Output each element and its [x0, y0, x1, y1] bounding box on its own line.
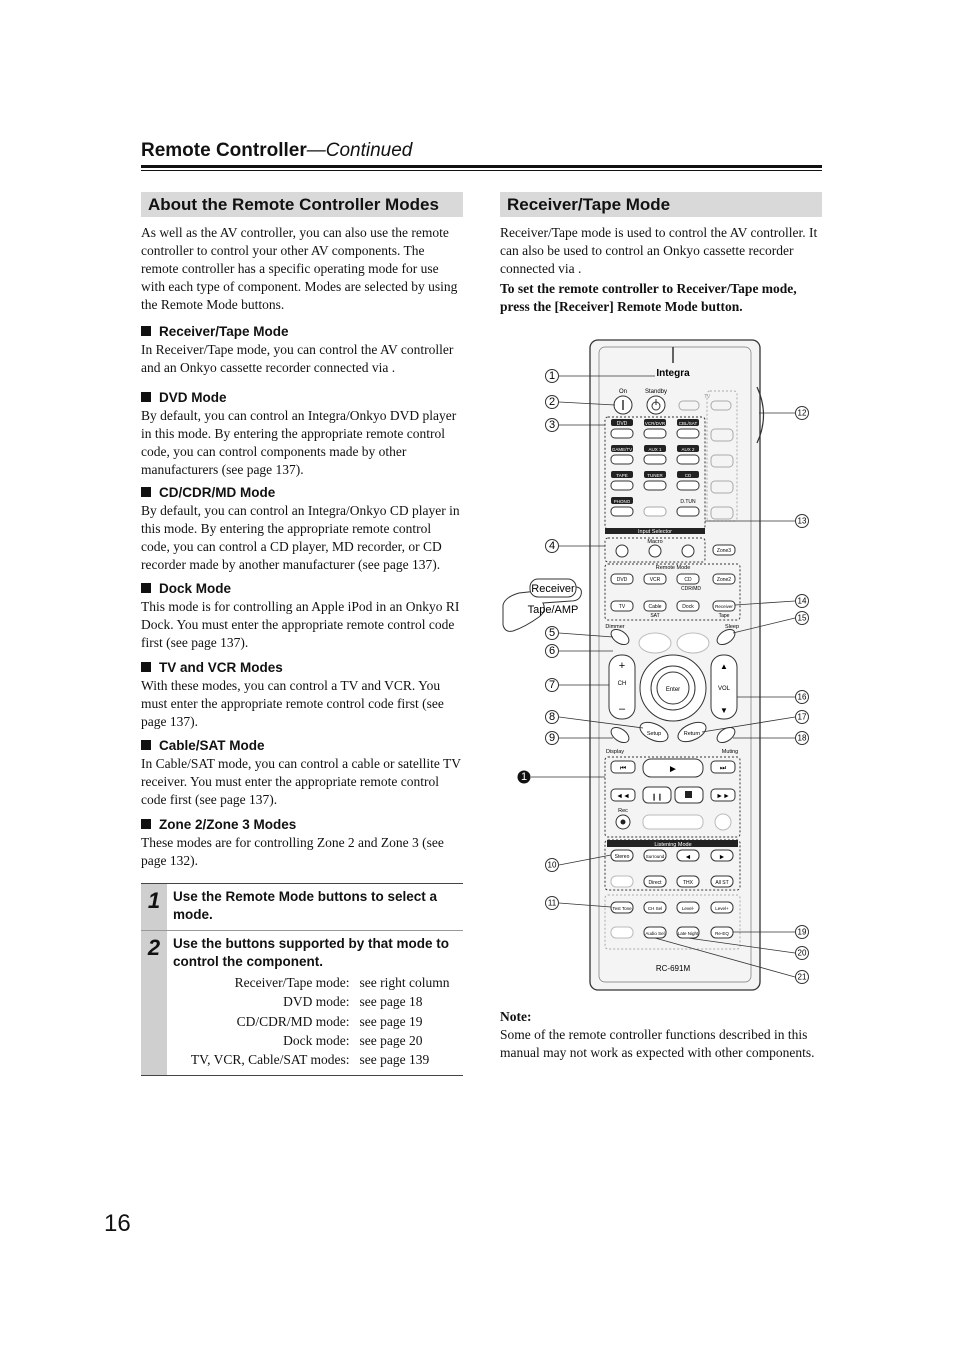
callout-1: 1	[548, 370, 556, 382]
mode-text: By default, you can control an Integra/Onkyo CD player in this mode. By entering the appropriate remote control code, you can control a CD player, MD recorder, or CD recorder made by another manufacturer (see page 137).	[141, 503, 460, 572]
page-number: 16	[104, 1210, 131, 1237]
svg-text:Cable: Cable	[648, 604, 662, 610]
svg-text:AUX 1: AUX 1	[648, 447, 662, 452]
table-row: Dock mode: see page 20	[283, 1032, 423, 1048]
mode-text: These modes are for controlling Zone 2 and Zone 3 (see page 132).	[141, 835, 444, 868]
mode-cd	[141, 484, 463, 580]
callout-20: 20	[797, 948, 807, 958]
macro-2-button[interactable]	[649, 545, 661, 557]
svg-text:▼: ▼	[720, 706, 728, 715]
re-eq-button[interactable]	[711, 927, 733, 938]
callout-black-1: 1	[520, 771, 528, 783]
remote-illustration	[495, 335, 825, 995]
svg-text:CH Sel: CH Sel	[647, 906, 663, 911]
allst-button[interactable]	[711, 876, 733, 887]
mode-list	[141, 323, 463, 870]
step-number: 2	[141, 931, 167, 1076]
input-selector-label: Input Selector	[638, 529, 672, 535]
note-text: Some of the remote controller functions described in this manual may not work as expected with other components.	[500, 1027, 815, 1060]
standby-label: Standby	[644, 389, 668, 395]
remote-model: RC-691M	[655, 964, 691, 973]
svg-text:DVD: DVD	[616, 577, 628, 583]
svg-text:Zone2: Zone2	[716, 577, 732, 583]
setup-label: Setup	[646, 731, 662, 737]
svg-text:◄: ◄	[684, 853, 692, 861]
svg-text:Direct: Direct	[648, 880, 662, 886]
mode-button-zone2[interactable]	[713, 574, 735, 584]
header-rule	[141, 165, 822, 168]
svg-text:Level+: Level+	[715, 906, 729, 911]
mode-button-dvd[interactable]	[611, 574, 633, 584]
mode-button-dock[interactable]	[677, 601, 699, 611]
callout-12: 12	[797, 408, 807, 418]
svg-text:THX: THX	[683, 880, 693, 886]
svg-text:Re-EQ: Re-EQ	[715, 931, 729, 936]
left-intro: As well as the AV controller, you can also use the remote controller to control your other AV components. The remote controller has a specific operating mode for use with each type of component. Modes are selected by using the Remote Mode buttons.	[141, 225, 458, 312]
callout-21: 21	[797, 972, 807, 982]
mode-dvd	[141, 389, 463, 484]
svg-text:TUNER: TUNER	[647, 473, 663, 478]
return-label: Return	[683, 731, 701, 737]
enter-label: Enter	[665, 687, 681, 693]
level-minus-button[interactable]	[677, 902, 699, 913]
callout-15: 15	[797, 613, 807, 623]
thx-button[interactable]	[677, 876, 699, 887]
svg-text:TV: TV	[618, 604, 626, 610]
svg-text:Surround: Surround	[645, 854, 665, 859]
callout-10: 10	[547, 860, 557, 870]
header-title: Remote Controller	[141, 140, 307, 161]
right-section-title: Receiver/Tape Mode	[500, 192, 822, 217]
mode-receiver-tape	[141, 323, 463, 389]
callout-5: 5	[548, 627, 556, 639]
tape-label: Tape	[718, 613, 730, 619]
svg-text:GAME/TV: GAME/TV	[611, 447, 633, 452]
cdrmd-label: CDR/MD	[681, 586, 701, 592]
svg-text:VCR: VCR	[649, 577, 661, 583]
sat-label: SAT	[650, 613, 660, 619]
remote-brand: Integra	[656, 368, 690, 379]
callout-3: 3	[548, 419, 556, 431]
stereo-button[interactable]	[611, 850, 633, 861]
level-plus-button[interactable]	[711, 902, 733, 913]
mode-button-receiver[interactable]	[713, 601, 735, 611]
mode-text: With these modes, you can control a TV and VCR. You must enter the appropriate remote control code first (see page 137).	[141, 678, 444, 729]
mode-button-vcr[interactable]	[644, 574, 666, 584]
callout-6: 6	[548, 645, 556, 657]
callouts-left	[518, 370, 559, 910]
note-title: Note:	[500, 1009, 532, 1024]
surround-button[interactable]	[644, 850, 666, 861]
svg-text:Level-: Level-	[681, 906, 695, 911]
sleep-label: Sleep	[724, 624, 740, 630]
header-continued: —Continued	[306, 140, 413, 161]
mode-next-button[interactable]	[711, 850, 733, 861]
left-section-title: About the Remote Controller Modes	[141, 192, 463, 217]
steps-box	[141, 883, 463, 1076]
mode-heading: Dock Mode	[141, 580, 463, 598]
svg-text:Receiver: Receiver	[531, 583, 575, 595]
svg-text:Receiver: Receiver	[715, 604, 733, 609]
svg-text:All ST: All ST	[715, 880, 729, 886]
late-night-button[interactable]	[677, 927, 699, 938]
table-row: Receiver/Tape mode: see right column	[234, 975, 450, 990]
svg-text:◄◄: ◄◄	[616, 792, 630, 800]
svg-text:Zone3: Zone3	[716, 548, 732, 554]
mode-prev-button[interactable]	[677, 850, 699, 861]
ch-label: CH	[617, 681, 627, 687]
hand-tape-label: Tape/AMP	[527, 604, 579, 616]
mode-heading: DVD Mode	[141, 389, 463, 407]
mode-tv-vcr	[141, 659, 463, 737]
svg-text:►: ►	[718, 853, 726, 861]
page-header	[141, 140, 412, 162]
rec-label: Rec	[618, 808, 628, 814]
table-row: TV, VCR, Cable/SAT modes: see page 139	[190, 1052, 430, 1068]
callout-19: 19	[797, 927, 807, 937]
mode-heading: TV and VCR Modes	[141, 659, 463, 677]
mode-button-tv[interactable]	[611, 601, 633, 611]
callout-14: 14	[797, 596, 807, 606]
mode-dock	[141, 580, 463, 659]
right-intro: Receiver/Tape mode is used to control the AV controller. It can also be used to control an Onkyo cassette recorder connected via .	[500, 225, 818, 276]
svg-text:CD: CD	[684, 473, 692, 478]
svg-text:⏭: ⏭	[719, 764, 727, 772]
svg-text:CD: CD	[684, 577, 692, 583]
test-tone-button[interactable]	[611, 902, 633, 913]
svg-text:AUX 2: AUX 2	[681, 447, 695, 452]
muting-label: Muting	[721, 749, 739, 755]
svg-text:⏮: ⏮	[619, 764, 627, 772]
svg-text:►: ►	[668, 764, 678, 775]
tv-label: TV	[703, 394, 711, 400]
macro-1-button[interactable]	[616, 545, 628, 557]
callout-16: 16	[797, 692, 807, 702]
macro-3-button[interactable]	[682, 545, 694, 557]
callout-7: 7	[548, 679, 556, 691]
callout-11: 11	[547, 898, 557, 908]
svg-text:▲: ▲	[720, 662, 728, 671]
svg-text:PHONO: PHONO	[613, 499, 631, 504]
callout-18: 18	[797, 733, 807, 743]
mode-text: In Receiver/Tape mode, you can control the AV controller and an Onkyo cassette recorder connected via .	[141, 342, 454, 375]
macro-label: Macro	[647, 539, 663, 545]
mode-text: This mode is for controlling an Apple iPod in an Onkyo RI Dock. You must enter the appropriate remote control code first (see page 137).	[141, 599, 460, 650]
svg-text:Test Tone: Test Tone	[612, 906, 632, 911]
svg-text:DVD: DVD	[616, 421, 628, 427]
callout-4: 4	[548, 540, 556, 552]
mode-text: In Cable/SAT mode, you can control a cable or satellite TV receiver. You must enter the appropriate remote control code first (see page 137).	[141, 756, 461, 807]
mode-zone	[141, 816, 463, 870]
mode-heading: Cable/SAT Mode	[141, 737, 463, 755]
remote-mode-label: Remote Mode	[655, 565, 691, 571]
callouts-right	[796, 407, 809, 984]
mode-heading: CD/CDR/MD Mode	[141, 484, 463, 502]
listening-mode-label: Listening Mode	[654, 842, 692, 848]
mode-text: By default, you can control an Integra/Onkyo DVD player in this mode. By entering the appropriate remote control code, you can control components made by other manufacturers (see page 137).	[141, 408, 457, 477]
svg-text:+: +	[618, 660, 626, 672]
svg-text:–: –	[618, 703, 626, 715]
step-number: 1	[141, 884, 167, 931]
callout-2: 2	[548, 396, 556, 408]
callout-8: 8	[548, 711, 556, 723]
dimmer-label: Dimmer	[605, 624, 625, 630]
svg-text:Dock: Dock	[682, 604, 694, 610]
input-button-blank[interactable]	[644, 507, 666, 516]
mode-page-table	[173, 973, 459, 1069]
svg-text:CBL/SAT: CBL/SAT	[678, 421, 698, 426]
display-label: Display	[605, 749, 625, 755]
step-text: Use the Remote Mode buttons to select a mode.	[173, 889, 438, 922]
direct-button[interactable]	[644, 876, 666, 887]
mode-heading: Receiver/Tape Mode	[141, 323, 463, 341]
svg-text:►►: ►►	[716, 792, 730, 800]
mode-heading: Zone 2/Zone 3 Modes	[141, 816, 463, 834]
ch-sel-button[interactable]	[644, 902, 666, 913]
svg-text:Audio Sel: Audio Sel	[645, 931, 665, 936]
mode-button-cd[interactable]	[677, 574, 699, 584]
audio-sel-button[interactable]	[644, 927, 666, 938]
svg-text:TAPE: TAPE	[616, 473, 628, 478]
callout-9: 9	[548, 732, 556, 744]
table-row: CD/CDR/MD mode: see page 19	[236, 1013, 423, 1029]
vol-label: VOL	[717, 686, 731, 692]
svg-text:D.TUN: D.TUN	[680, 499, 696, 505]
svg-text:Late Night: Late Night	[677, 931, 699, 936]
callout-17: 17	[797, 712, 807, 722]
right-instruction: To set the remote controller to Receiver/Tape mode, press the [Receiver] Remote Mode button.	[500, 281, 797, 314]
mode-button-cable[interactable]	[644, 601, 666, 611]
svg-text:VCR/DVR: VCR/DVR	[644, 421, 666, 426]
hand-pointer	[503, 579, 581, 631]
svg-text:Stereo: Stereo	[614, 854, 630, 860]
table-row: DVD mode: see page 18	[283, 994, 423, 1010]
svg-text:❙❙: ❙❙	[651, 793, 663, 801]
mode-cable-sat	[141, 737, 463, 816]
step-text: Use the buttons supported by that mode to control the component.	[173, 936, 449, 969]
on-label: On	[618, 389, 628, 395]
callout-13: 13	[797, 516, 807, 526]
header-rule-thin	[141, 170, 822, 171]
